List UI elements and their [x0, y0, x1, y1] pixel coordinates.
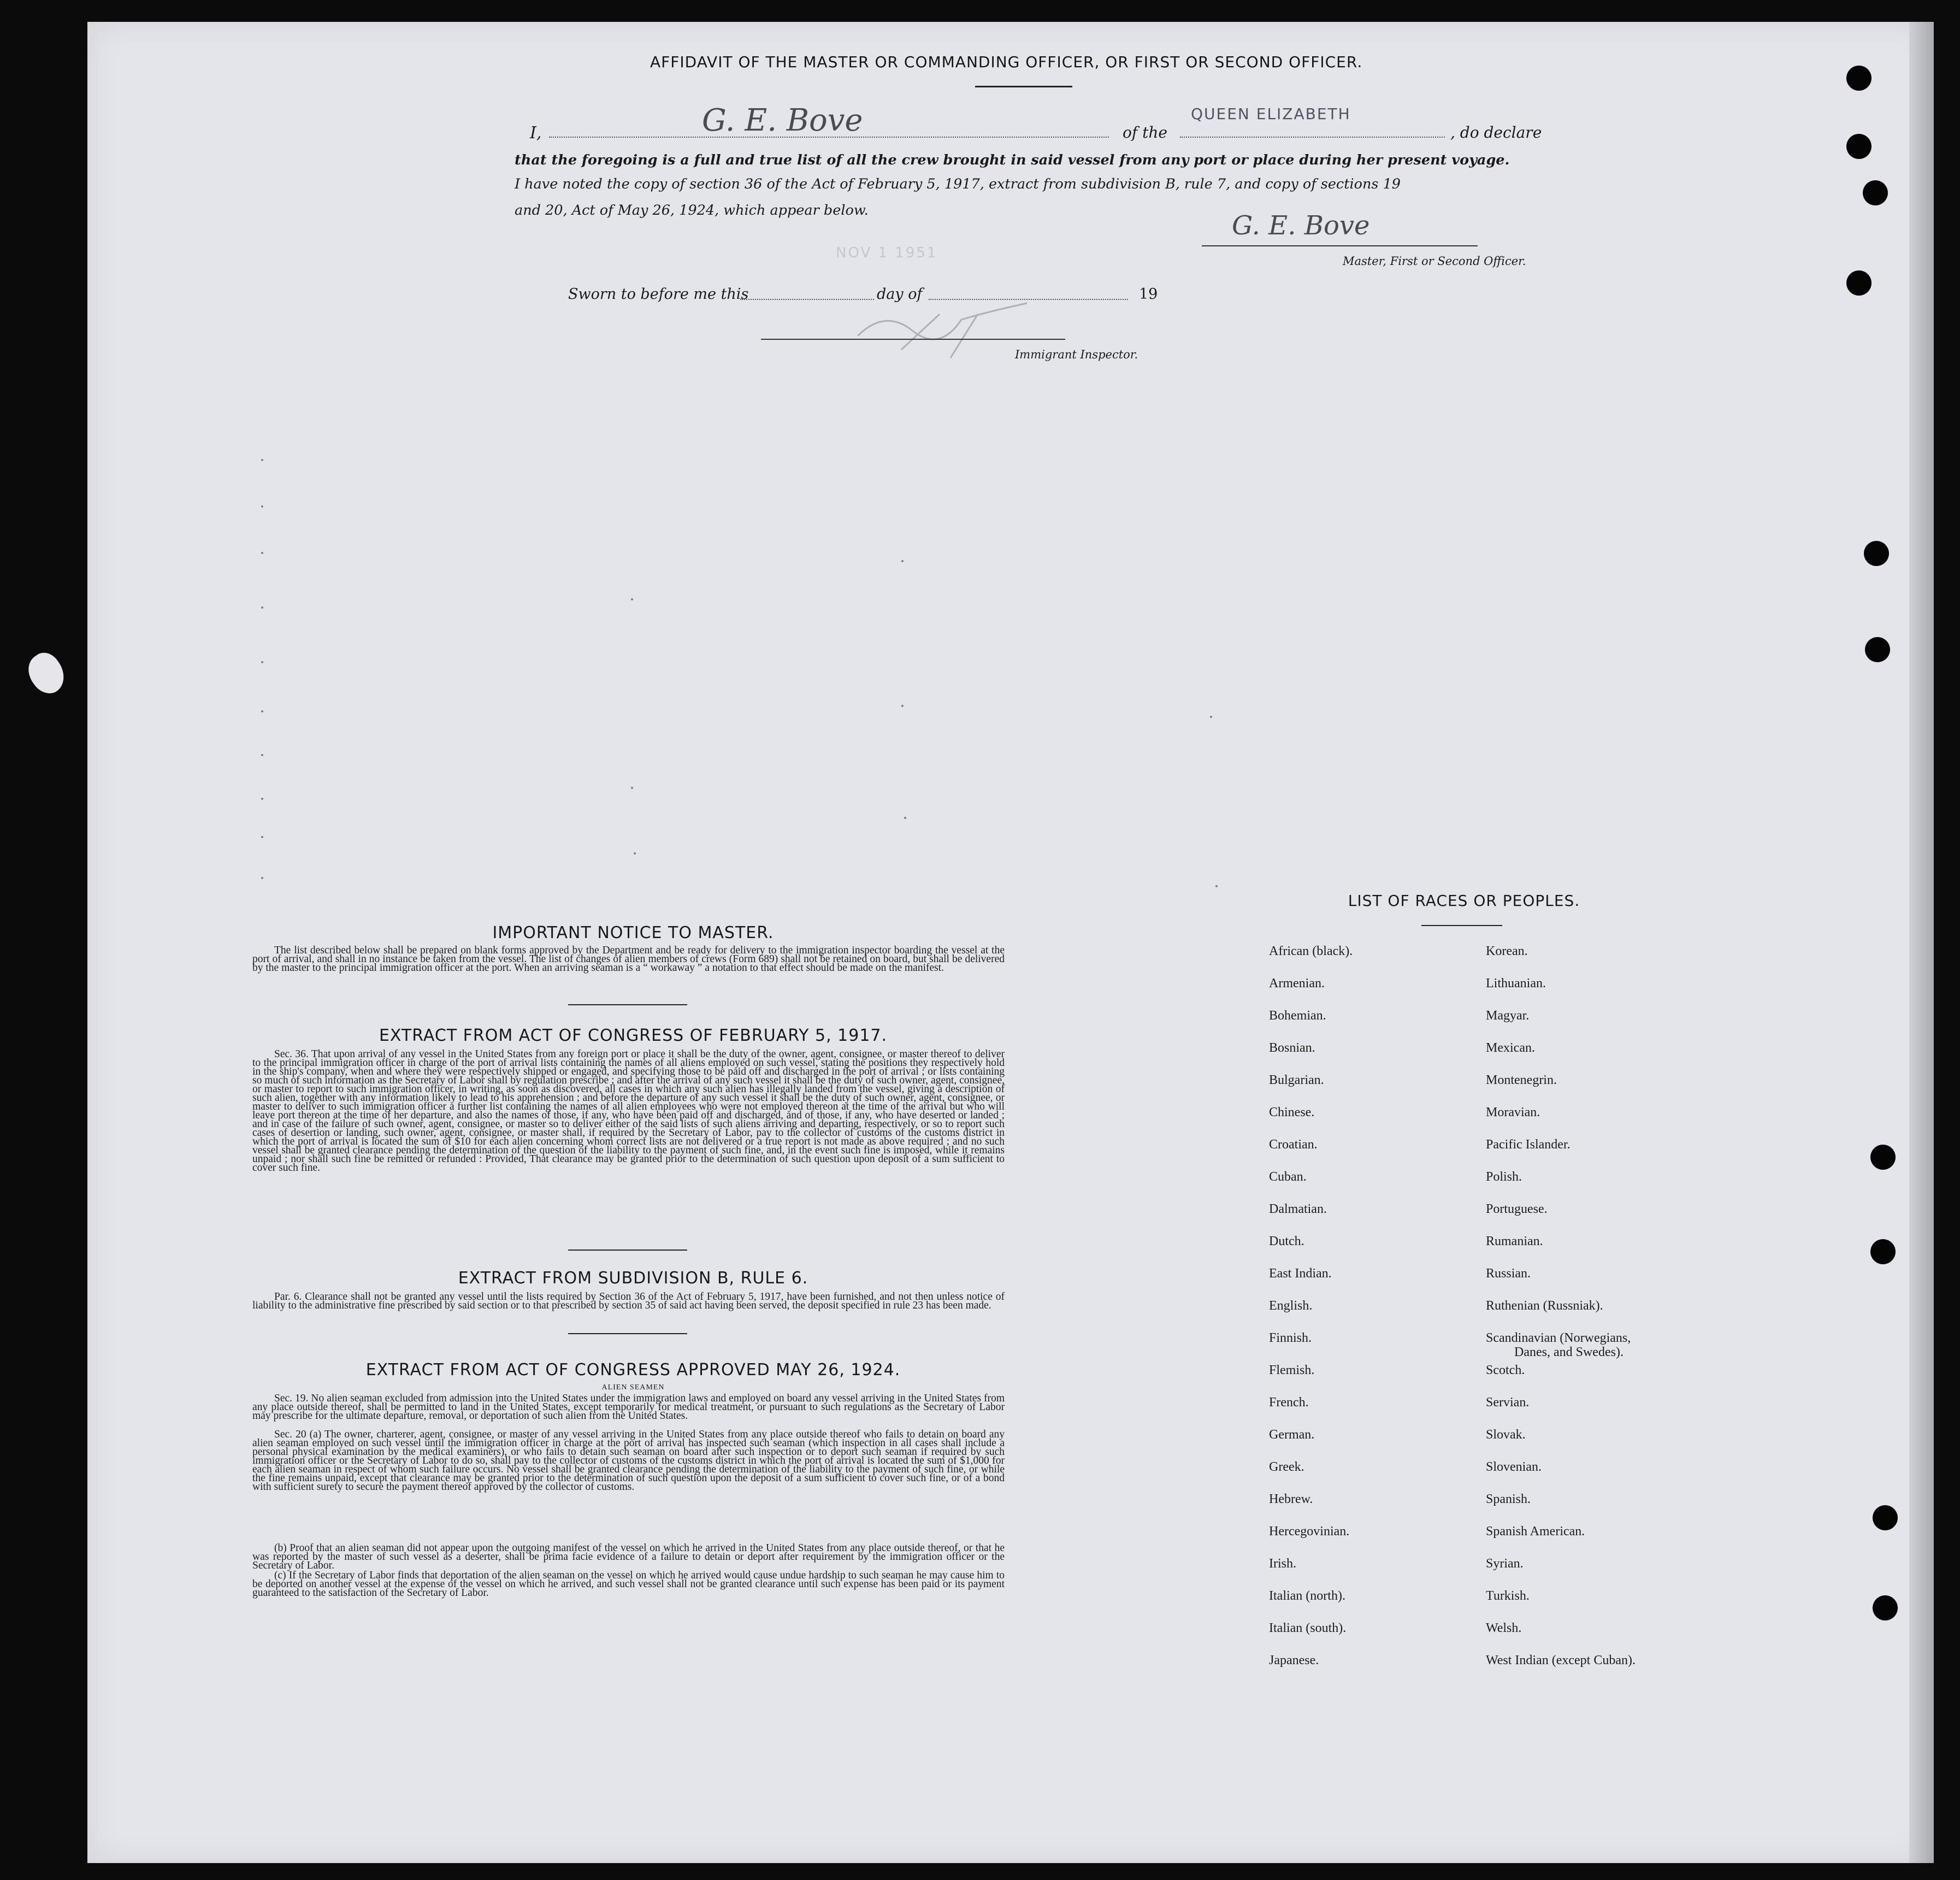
extract-1924-sec20a: Sec. 20 (a) The owner, charterer, agent, consignee, or master of any vessel arriving in the United States from any place outside thereof who fails to detain on board any alien seaman employed on such vessel until the immigration officer in charge at the port of arrival has inspected such seaman (which inspection in all cases shall include a personal physical examination by the medical examiners), or who fails to detain such seaman on board after such inspection or to deport such seaman if required by such immigration officer or the Secretary of Labor to do so, shall pay to the collector of customs of the customs district in which the port of arrival is located the sum of $1,000 for each alien seaman in respect of whom such failure occurs. No vessel shall be granted clearance pending the determination of the liability to the payment of such fine, or while the fine remains unpaid, except that clearance may be granted prior to the determination of such question upon the deposit of a sum sufficient to cover such fine, or of a bond with sufficient surety to secure the payment thereof approved by the collector of customs. [252, 1429, 1005, 1493]
declarant-signature: G. E. Bove [702, 103, 863, 138]
notice-body: The list described below shall be prepared on blank forms approved by the Department and be ready for delivery to the immigration inspector boarding the vessel at the port of arrival, and shall in no instance be taken from the vessel. The list of changes of alien members of crews (Form 689) shall not be retained on board, but shall be delivered by the master to the principal immigration officer at the port. When an arriving seaman is a “ workaway ” a notation to that effect should be made on the manifest. [252, 945, 1005, 974]
extract-1917-title: EXTRACT FROM ACT OF CONGRESS OF FEBRUARY 5, 1917. [379, 1026, 888, 1045]
sworn-year: 19 [1139, 286, 1158, 303]
title-underline [975, 86, 1072, 87]
speck [901, 560, 904, 562]
affidavit-line-2: that the foregoing is a full and true list of all the crew brought in said vessel from any port or place during her present voyage. [515, 152, 1510, 168]
speck [261, 710, 263, 712]
punch-hole [1873, 1595, 1898, 1620]
race-item: Slovak. [1486, 1428, 1526, 1442]
extract-1924-sec20b: (b) Proof that an alien seaman did not appear upon the outgoing manifest of the vessel on which he arrived in the United States from any place outside thereof, or that he was reported by the master of such vessel as a deserter, shall be prima facie evidence of a failure to detain or deport after requirement by the immigration officer or the Secretary of Labor. [252, 1542, 1005, 1571]
sworn-prefix: Sworn to before me this [568, 286, 749, 303]
paper-blot [21, 647, 72, 700]
extract-1924-title: EXTRACT FROM ACT OF CONGRESS APPROVED MAY 26, 1924. [365, 1360, 901, 1380]
race-item: German. [1269, 1428, 1315, 1442]
affidavit-title: AFFIDAVIT OF THE MASTER OR COMMANDING OFFICER, OR FIRST OR SECOND OFFICER. [650, 53, 1363, 71]
extract-1917-body: Sec. 36. That upon arrival of any vessel in the United States from any foreign port or place it shall be the duty of the owner, agent, consignee, or master thereof to deliver to the principal immigration officer in charge of the port of arrival lists containing the names of all aliens employed on such vessel, stating the positions they respectively hold in the ship's company, when and where they were respectively shipped or engaged, and specifying those to be paid off and discharged in the port of arrival ; or lists containing so much of such information as the Secretary of Labor shall by regulation prescribe ; and after the arrival of any such vessel it shall be the duty of such owner, agent, consignee, or master to report to such immigration officer, in writing, as soon as discovered, all cases in which any such alien has illegally landed from the vessel, giving a description of such alien, together with any information likely to lead to his apprehension ; and before the departure of any such vessel it shall be the duty of such owner, agent, consignee, or master to deliver to such immigration officer a further list containing the names of all alien employees who were not employed thereon at the time of the arrival but who will leave port thereon at the time of her departure, and also the names of those, if any, who have been paid off and discharged, and of those, if any, who have deserted or landed ; and in case of the failure of such owner, agent, consignee, or master so to deliver either of the said lists of such aliens arriving and departing, respectively, or so to report such cases of desertion or landing, such owner, agent, consignee, or master shall, if required by the Secretary of Labor, pay to the collector of customs of the customs district in which the port of arrival is located the sum of $10 for each alien concerning whom correct lists are not delivered or a true report is not made as above required ; and no such vessel shall be granted clearance pending the determination of the question of the liability to the payment of such fine, and, in the event such fine is imposed, while it remains unpaid ; nor shall such fine be remitted or refunded : Provided, That clearance may be granted prior to the determination of such question upon deposit of a sum sufficient to cover such fine. [252, 1048, 1005, 1174]
race-item: Dalmatian. [1269, 1202, 1327, 1216]
race-item: Montenegrin. [1486, 1073, 1557, 1087]
speck [1210, 716, 1212, 718]
speck [631, 598, 633, 600]
punch-hole [1864, 541, 1889, 566]
speck [261, 798, 263, 800]
race-item: Syrian. [1486, 1557, 1524, 1571]
race-item: Hebrew. [1269, 1492, 1313, 1506]
race-item: Ruthenian (Russniak). [1486, 1299, 1603, 1313]
extract-1917-divider [568, 1250, 687, 1251]
race-item: Servian. [1486, 1395, 1530, 1410]
alien-seamen-subtitle: ALIEN SEAMEN [601, 1383, 665, 1392]
punch-hole [1870, 1239, 1896, 1264]
race-item: Turkish. [1486, 1589, 1530, 1603]
punch-hole [1873, 1505, 1898, 1530]
master-signature: G. E. Bove [1232, 210, 1370, 241]
page-edge-shadow [1909, 22, 1934, 1863]
race-item: West Indian (except Cuban). [1486, 1653, 1636, 1667]
race-item: African (black). [1269, 944, 1353, 958]
date-stamp: NOV 1 1951 [836, 245, 938, 261]
speck [901, 705, 904, 707]
race-item: Slovenian. [1486, 1460, 1542, 1474]
speck [261, 459, 263, 461]
race-item: Spanish. [1486, 1492, 1531, 1506]
race-item: English. [1269, 1299, 1313, 1313]
declarant-prefix: I, [530, 123, 542, 143]
subdivision-b-body: Par. 6. Clearance shall not be granted any vessel until the lists required by Section 36 of the Act of February 5, 1917, have been furnished, and not then unless notice of liability to the administrative fine prescribed by said section or to that prescribed by section 35 of said act having been served, the deposit specified in rule 23 has been made. [252, 1291, 1005, 1311]
speck [261, 836, 263, 838]
race-item: East Indian. [1269, 1266, 1332, 1281]
races-title: LIST OF RACES OR PEOPLES. [1348, 892, 1580, 910]
race-item: Welsh. [1486, 1621, 1522, 1635]
speck [904, 817, 906, 819]
race-item: Armenian. [1269, 976, 1325, 991]
races-title-underline [1421, 925, 1502, 926]
extract-1924-sec19: Sec. 19. No alien seaman excluded from admission into the United States under the immigration laws and employed on board any vessel arriving in the United States from any place outside thereof, shall be permitted to land in the United States, except temporarily for medical treatment, or pursuant to such regulations as the Secretary of Labor may prescribe for the ultimate departure, removal, or deportation of such alien from the United States. [252, 1393, 1005, 1422]
race-item: Chinese. [1269, 1105, 1315, 1119]
race-item: Moravian. [1486, 1105, 1540, 1119]
race-item: Portuguese. [1486, 1202, 1548, 1216]
race-item: Cuban. [1269, 1170, 1307, 1184]
inspector-signature-line [761, 339, 1065, 340]
notice-title: IMPORTANT NOTICE TO MASTER. [492, 923, 774, 942]
race-item: Scotch. [1486, 1363, 1525, 1377]
race-item: Dutch. [1269, 1234, 1304, 1248]
race-item: Bosnian. [1269, 1041, 1315, 1055]
speck [261, 661, 263, 663]
race-item: Bohemian. [1269, 1009, 1326, 1023]
punch-hole [1846, 270, 1872, 296]
race-item: Magyar. [1486, 1009, 1530, 1023]
affidavit-line-3: I have noted the copy of section 36 of the Act of February 5, 1917, extract from subdivision B, rule 7, and copy of sections 19 [515, 176, 1401, 192]
speck [261, 505, 263, 508]
race-item: Croatian. [1269, 1138, 1318, 1152]
race-item: Mexican. [1486, 1041, 1535, 1055]
race-item: Flemish. [1269, 1363, 1315, 1377]
speck [1215, 885, 1218, 887]
speck [631, 787, 633, 789]
race-item: Japanese. [1269, 1653, 1319, 1667]
race-item: Finnish. [1269, 1331, 1312, 1345]
race-item: Polish. [1486, 1170, 1522, 1184]
vessel-line [1180, 137, 1445, 138]
master-signature-line [1202, 245, 1478, 246]
race-item: Spanish American. [1486, 1524, 1585, 1539]
sworn-day-label: day of [877, 286, 923, 303]
speck [261, 877, 263, 879]
notice-divider [568, 1004, 687, 1005]
race-item: Bulgarian. [1269, 1073, 1324, 1087]
affidavit-line-4: and 20, Act of May 26, 1924, which appear below. [515, 202, 869, 219]
punch-hole [1846, 134, 1872, 159]
race-item: Korean. [1486, 944, 1528, 958]
speck [261, 754, 263, 756]
punch-hole [1865, 637, 1890, 662]
race-item: Hercegovinian. [1269, 1524, 1350, 1539]
inspector-caption: Immigrant Inspector. [1015, 348, 1138, 361]
subdivision-b-divider [568, 1333, 687, 1334]
extract-1924-sec20c: (c) If the Secretary of Labor finds that deportation of the alien seaman on the vessel on which he arrived would cause undue hardship to such seaman he may cause him to be deported on another vessel at the expense of the vessel on which he arrived, and such vessel shall not be granted clearance until such expense has been paid or its payment guaranteed to the satisfaction of the Secretary of Labor. [252, 1570, 1005, 1599]
race-item: Scandinavian (Norwegians, [1486, 1331, 1631, 1345]
race-item: Italian (south). [1269, 1621, 1347, 1635]
race-item: Irish. [1269, 1557, 1296, 1571]
race-item: French. [1269, 1395, 1309, 1410]
vessel-name: QUEEN ELIZABETH [1191, 105, 1351, 123]
race-item-continuation: Danes, and Swedes). [1514, 1345, 1624, 1359]
punch-hole [1870, 1145, 1896, 1170]
master-caption: Master, First or Second Officer. [1343, 255, 1526, 268]
declare-suffix: , do declare [1450, 123, 1542, 142]
punch-hole [1863, 180, 1888, 205]
speck [634, 852, 636, 854]
race-item: Rumanian. [1486, 1234, 1543, 1248]
race-item: Pacific Islander. [1486, 1138, 1571, 1152]
race-item: Russian. [1486, 1266, 1531, 1281]
inspector-scribble [852, 298, 1038, 363]
race-item: Italian (north). [1269, 1589, 1345, 1603]
subdivision-b-title: EXTRACT FROM SUBDIVISION B, RULE 6. [458, 1269, 808, 1288]
race-item: Lithuanian. [1486, 976, 1546, 991]
of-the-label: of the [1123, 123, 1167, 142]
speck [261, 606, 263, 609]
punch-hole [1846, 66, 1872, 91]
speck [261, 552, 263, 554]
race-item: Greek. [1269, 1460, 1304, 1474]
